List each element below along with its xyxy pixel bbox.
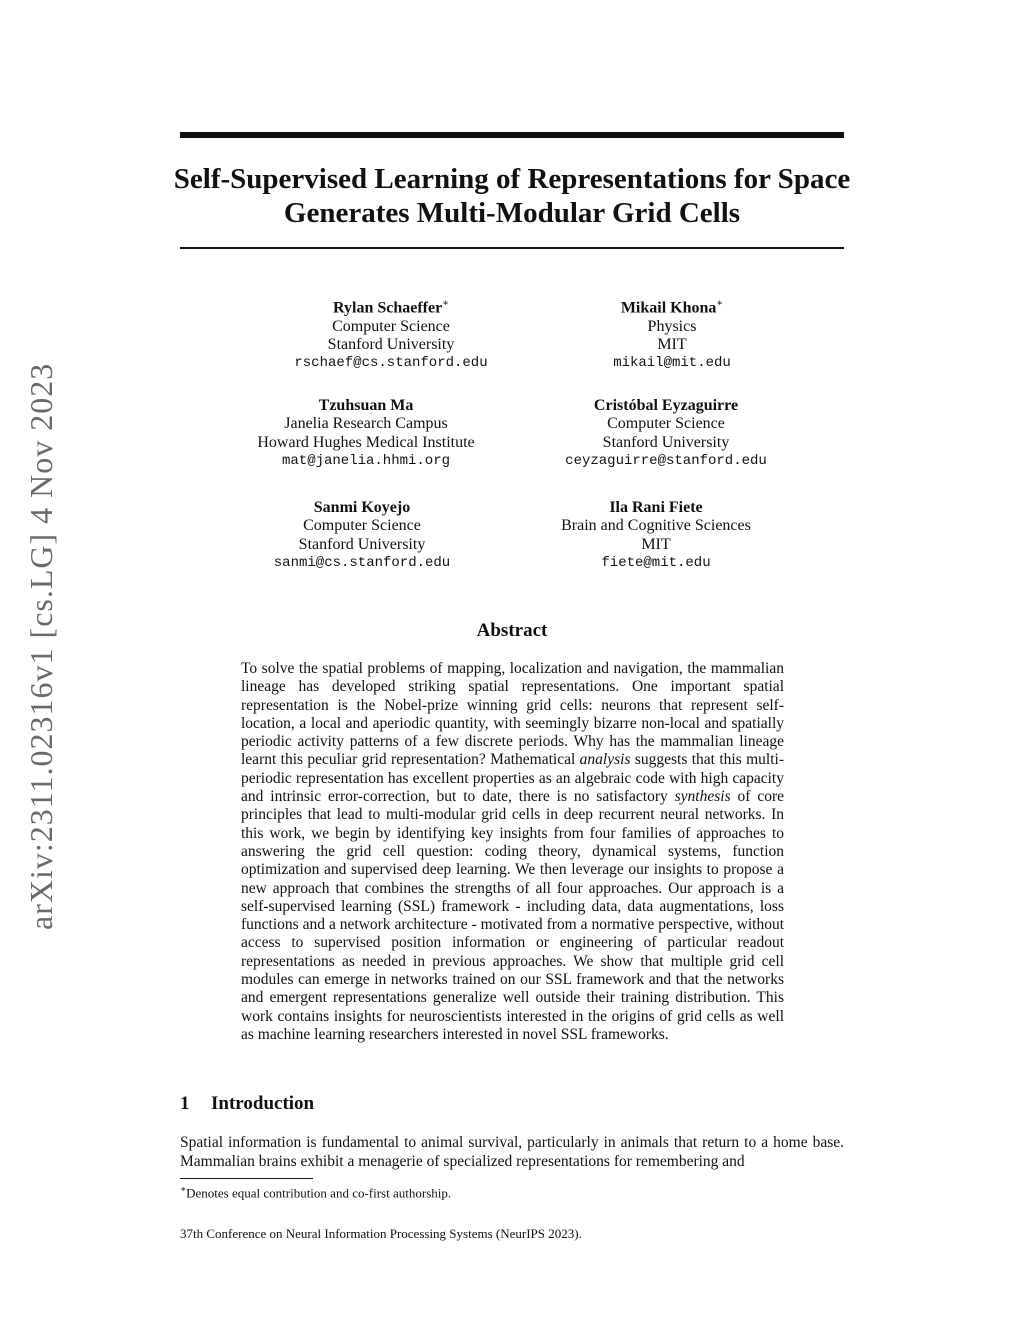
footnote — [180, 1181, 844, 1201]
author-email[interactable]: mikail@mit.edu — [613, 355, 731, 372]
emphasis-analysis: analysis — [579, 751, 631, 769]
author-name: Cristóbal Eyzaguirre — [593, 397, 739, 414]
author-institution: Stanford University — [602, 433, 730, 451]
author-institution: Howard Hughes Medical Institute — [257, 433, 475, 451]
abstract-text: To solve the spatial problems of mapping, localization and navigation, the mammalian lineage has developed striking spatial representations. One important spatial representation is the Nobel-prize winning grid cells: neurons that represent self-location, a local and aperiodic quantity, with seemingly bizarre non-local and spatially periodic activity patterns of a few discrete periods. Why has the mammalian lineage learnt this peculiar grid representation? Mathematical analysis suggests that this multi-periodic representation has excellent properties as an algebraic code with high capacity and intrinsic error-correction, but to date, there is no satisfactory synthesis of core principles that lead to multi-modular grid cells in deep recurrent neural networks. In this work, we begin by identifying key insights from four families of approaches to answering the grid cell question: coding theory, dynamical systems, function optimization and supervised deep learning. We then leverage our insights to propose a new approach that combines the strengths of all four approaches. Our approach is a self-supervised learning (SSL) framework - including data, data augmentations, loss functions and a network architecture - motivated from a normative perspective, without access to supervised position information or engineering of particular readout representations as needed in previous approaches. We show that multiple grid cell modules can emerge in networks trained on our SSL framework and that the networks and emergent representations generalize well outside their training distribution. This work contains insights for neuroscientists interested in the origins of grid cells as well as machine learning researchers interested in novel SSL frameworks. — [241, 660, 784, 1043]
author-email[interactable]: fiete@mit.edu — [601, 554, 711, 571]
equal-contribution-mark: ∗ — [716, 298, 724, 309]
conference-note: 37th Conference on Neural Information Processing Systems (NeurIPS 2023). — [180, 1226, 582, 1241]
title-top-rule — [180, 132, 844, 138]
author-department: Computer Science — [303, 517, 421, 535]
author-block — [241, 295, 541, 373]
author-name: Tzuhsuan Ma — [318, 397, 414, 414]
author-block — [506, 499, 806, 572]
author-department: Computer Science — [607, 415, 725, 433]
author-institution: Stanford University — [327, 335, 455, 353]
equal-contribution-mark: ∗ — [442, 298, 449, 309]
author-block — [522, 295, 822, 373]
author-department: Brain and Cognitive Sciences — [561, 517, 751, 535]
author-department: Janelia Research Campus — [284, 415, 448, 433]
footnote-text: Denotes equal contribution and co-first authorship. — [186, 1185, 452, 1201]
author-department: Computer Science — [332, 317, 450, 335]
author-name: Rylan Schaeffer — [333, 299, 443, 317]
author-block — [516, 397, 816, 470]
section-number: 1 — [180, 1093, 190, 1114]
title-line-2: Generates Multi-Modular Grid Cells — [283, 197, 741, 229]
title-line-1: Self-Supervised Learning of Representations for Space — [173, 163, 851, 195]
author-name: Ila Rani Fiete — [609, 499, 703, 516]
abstract-heading: Abstract — [476, 620, 548, 641]
section-title: Introduction — [211, 1093, 315, 1114]
author-block — [212, 499, 512, 572]
author-block — [216, 397, 516, 470]
author-email[interactable]: rschaef@cs.stanford.edu — [294, 355, 488, 372]
author-email[interactable]: mat@janelia.hhmi.org — [281, 452, 451, 469]
title-bottom-rule — [180, 247, 844, 249]
author-department: Physics — [647, 317, 697, 335]
arxiv-stamp: arXiv:2311.02316v1 [cs.LG] 4 Nov 2023 — [23, 362, 59, 930]
author-institution: MIT — [657, 335, 687, 353]
footnote-mark: ∗ — [180, 1184, 187, 1194]
paper-title — [160, 162, 864, 230]
author-institution: Stanford University — [298, 535, 426, 553]
footnote-rule — [180, 1178, 313, 1179]
intro-paragraph: Spatial information is fundamental to animal survival, particularly in animals that return to a home base. Mammalian brains exhibit a menagerie of specialized representations for remembering and — [180, 1134, 844, 1170]
author-institution: MIT — [641, 535, 671, 553]
author-email[interactable]: sanmi@cs.stanford.edu — [273, 554, 451, 571]
section-heading — [180, 1093, 580, 1115]
author-name: Sanmi Koyejo — [313, 499, 411, 516]
author-name: Mikail Khona — [620, 299, 717, 317]
author-email[interactable]: ceyzaguirre@stanford.edu — [565, 452, 767, 469]
emphasis-synthesis: synthesis — [674, 788, 731, 806]
